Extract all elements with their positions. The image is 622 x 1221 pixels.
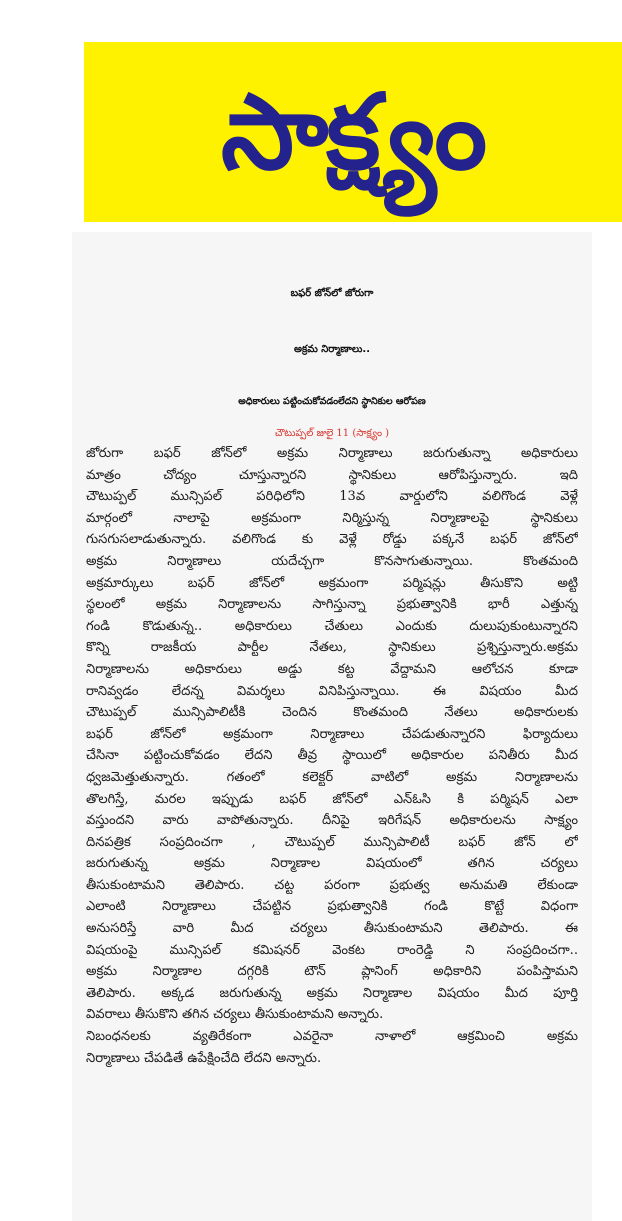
article-body-line: దినపత్రిక సంప్రదించగా , చౌటుప్పల్ మున్సిపాలిటీ బఫర్ జోన్ లో — [86, 834, 578, 850]
headline — [72, 266, 592, 378]
article-body-line: రానివ్వడం లేదన్న విమర్శలు వినిపిస్తున్నాయి. ఈ విషయం మీద — [86, 683, 578, 699]
article-body-line: వస్తుందని వారు వాపోతున్నారు. దీనిపై ఇరిగేషన్ అధికారులను సాక్ష్యం — [86, 813, 578, 829]
article-body-line: తొలగిస్తే, మరల ఇప్పుడు బఫర్ జోన్‌లో ఎన్‌ఓసి కి పర్మిషన్ ఎలా — [86, 791, 578, 807]
subheadline: అధికారులు పట్టించుకోవడంలేదని స్థానికుల ఆరోపణ — [238, 396, 426, 407]
masthead — [84, 42, 622, 222]
article-body-line: జోరుగా బఫర్ జోన్‌లో అక్రమ నిర్మాణాలు జరుగుతున్నా అధికారులు — [86, 446, 578, 461]
article-body-line: మార్గంలో నాలాపై అక్రమంగా నిర్మిస్తున్న నిర్మాణాలపై స్థానికులు — [86, 510, 578, 526]
article-body-line: ధ్వజమెత్తుతున్నారు. గతంలో కలెక్టర్ వాటిలో అక్రమ నిర్మాణాలను — [86, 769, 578, 785]
article-body-line: కొన్ని రాజకీయ పార్టీల నేతలు, స్థానికులు ప్రశ్నిస్తున్నారు.అక్రమ — [86, 640, 578, 656]
article-body — [86, 443, 578, 1069]
article-body-line: నిర్మాణాలు చేపడితే ఉపేక్షించేది లేదని అన్నారు. — [86, 1050, 322, 1066]
article-body-line: వివరాలు తీసుకొని తగిన చర్యలు తీసుకుంటామని అన్నారు. — [86, 1007, 384, 1023]
article-body-line: గండి కొడుతున్న.. అధికారులు చేతులు ఎందుకు దులుపుకుంటున్నారని — [86, 618, 578, 634]
article-body-line: అనుసరిస్తే వారి మీద చర్యలు తీసుకుంటామని తెలిపారు. ఈ — [86, 921, 578, 937]
article-body-line: బఫర్ జోన్‌లో అక్రమంగా నిర్మాణాలు చేపడుతున్నారని ఫిర్యాదులు — [86, 726, 578, 742]
news-clipping — [72, 232, 592, 1221]
article-body-line: తీసుకుంటామని తెలిపారు. చట్ట పరంగా ప్రభుత్వ అనుమతి లేకుండా — [86, 877, 578, 893]
dateline: చౌటుప్పల్ జులై 11 (సాక్ష్యం ) — [274, 428, 390, 439]
article-body-line: ఎలాంటి నిర్మాణాలు చేపట్టిన ప్రభుత్వానికి గండి కొట్టే విధంగా — [86, 899, 578, 915]
article-body-line: నిబంధనలకు వ్యతిరేకంగా ఎవరైనా నాళాలో ఆక్రమించి అక్రమ — [86, 1029, 578, 1045]
newspaper-logo: సాక్ష్యం — [220, 71, 486, 193]
article-body-line: అక్రమ నిర్మాణాలు యదేచ్చగా కొనసాగుతున్నాయి. కొంతమంది — [86, 553, 578, 569]
article-body-line: గుసగుసలాడుతున్నారు. వలిగొండ కు వెళ్లే రోడ్డు పక్కనే బఫర్ జోన్‌లో — [86, 532, 578, 548]
article-body-line: విషయంపై మున్సిపల్ కమిషనర్ వెంకట రాంరెడ్డి ని సంప్రదించగా.. — [86, 942, 578, 958]
article-body-line: అక్రమార్కులు బఫర్ జోన్‌లో అక్రమంగా పర్మిషన్లు తీసుకొని అట్టి — [86, 575, 578, 591]
article-body-line: స్థలంలో అక్రమ నిర్మాణాలను సాగిస్తున్నా ప్రభుత్వానికి భారీ ఎత్తున్న — [86, 597, 578, 613]
clipping-bottom-edge — [72, 1211, 592, 1221]
article-body-line: చౌటుప్పల్ మున్సిపల్ పరిధిలోని 13వ వార్డులోని వలిగొండ వెళ్లే — [86, 489, 578, 505]
article-body-line: అక్రమ నిర్మాణాల దగ్గరికి టౌన్ ప్లానింగ్ అధికారిని పంపిస్తామని — [86, 964, 578, 980]
article-body-line: మాత్రం చోద్యం చూస్తున్నారని స్థానికులు ఆరోపిస్తున్నారు. ఇది — [86, 467, 578, 483]
article-body-line: నిర్మాణాలను అధికారులు అడ్డు కట్ట వేద్దామని ఆలోచన కూడా — [86, 661, 578, 677]
headline-line-2: అక్రమ నిర్మాణాలు.. — [293, 344, 370, 355]
article-body-line: చౌటుప్పల్ మున్సిపాలిటీకి చెందిన కొంతమంది నేతలు అధికారులకు — [86, 705, 578, 721]
article-body-line: తెలిపారు. అక్కడ జరుగుతున్న అక్రమ నిర్మాణాల విషయం మీద పూర్తి — [86, 985, 578, 1001]
article-body-line: జరుగుతున్న అక్రమ నిర్మాణాల విషయంలో తగిన చర్యలు — [86, 856, 578, 872]
headline-line-1: బఫర్ జోన్‌లో జోరుగా — [290, 288, 374, 299]
article-body-line: చేసినా పట్టించుకోవడం లేదని తీవ్ర స్థాయిలో అధికారుల పనితీరు మీద — [86, 748, 578, 764]
